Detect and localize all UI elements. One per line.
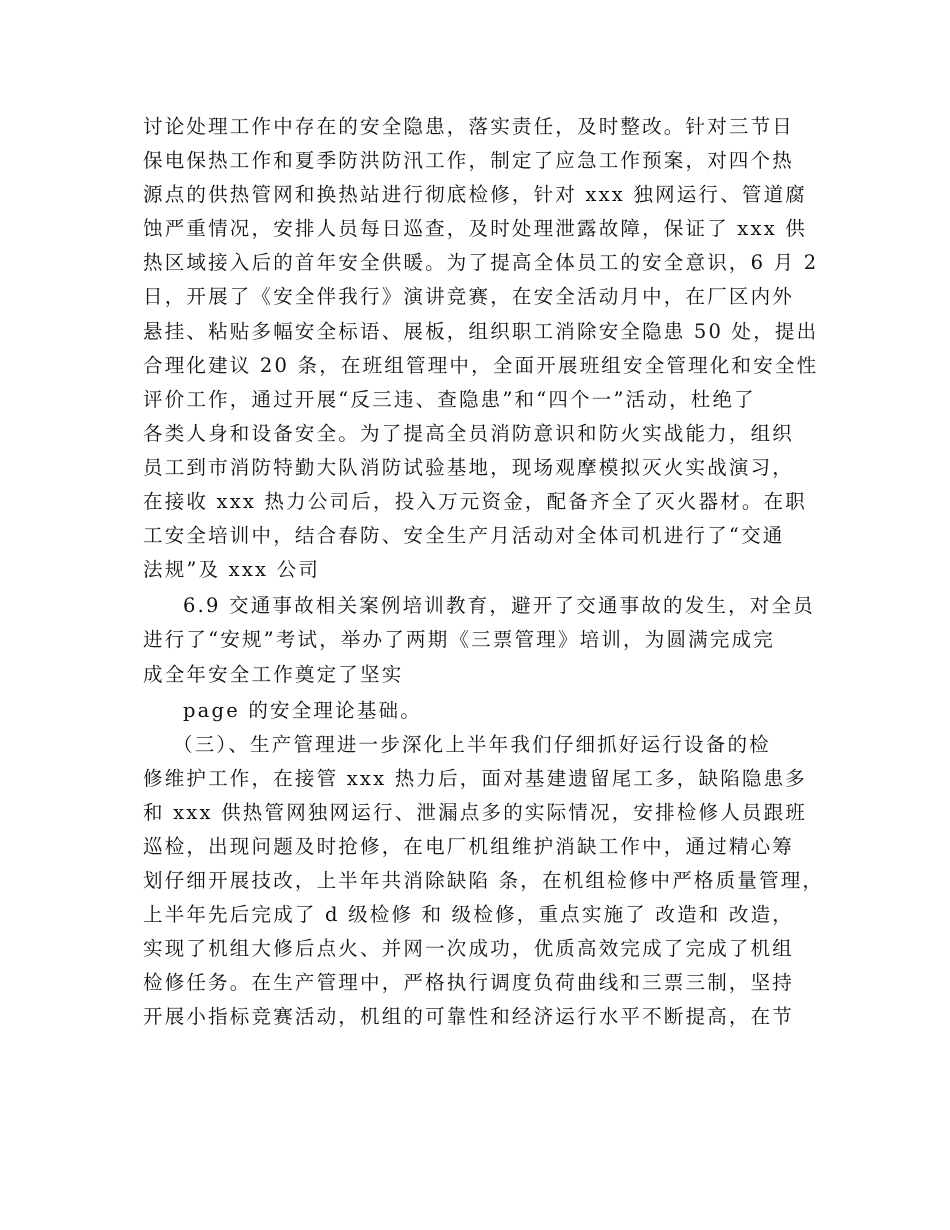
paragraph-line: 划仔细开展技改，上半年共消除缺陷 条，在机组检修中严格质量管理，: [143, 869, 825, 893]
paragraph-line: 实现了机组大修后点火、并网一次成功，优质高效完成了完成了机组: [143, 937, 795, 961]
paragraph-line: 各类人身和设备安全。为了提高全员消防意识和防火实战能力，组织: [143, 421, 795, 445]
paragraph-line: 评价工作，通过开展“反三违、查隐患”和“四个一”活动，杜绝了: [143, 387, 756, 411]
paragraph-line: 6.9 交通事故相关案例培训教育，避开了交通事故的发生，对全员: [183, 594, 815, 618]
paragraph-line: 热区域接入后的首年安全供暖。为了提高全体员工的安全意识，6 月 2: [143, 251, 819, 275]
paragraph-line: 悬挂、粘贴多幅安全标语、展板，组织职工消除安全隐患 50 处，提出: [143, 319, 819, 343]
paragraph-line: 进行了“安规”考试，举办了两期《三票管理》培训，为圆满完成完: [143, 628, 775, 652]
paragraph-line: 保电保热工作和夏季防洪防汛工作，制定了应急工作预案，对四个热: [143, 149, 795, 173]
paragraph-line: 蚀严重情况，安排人员每日巡查，及时处理泄露故障，保证了 xxx 供: [143, 217, 807, 241]
section-heading-line: （三）、生产管理进一步深化上半年我们仔细抓好运行设备的检: [173, 732, 771, 756]
paragraph-line: 日，开展了《安全伴我行》演讲竞赛，在安全活动月中，在厂区内外: [143, 285, 795, 309]
paragraph-line: page 的安全理论基础。: [183, 698, 422, 722]
paragraph-line: 修维护工作，在接管 xxx 热力后，面对基建遗留尾工多，缺陷隐患多: [143, 766, 807, 790]
paragraph-line: 和 xxx 供热管网独网运行、泄漏点多的实际情况，安排检修人员跟班: [143, 800, 807, 824]
paragraph-line: 工安全培训中，结合春防、安全生产月活动对全体司机进行了“交通: [143, 524, 785, 548]
paragraph-line: 开展小指标竞赛活动，机组的可靠性和经济运行水平不断提高，在节: [143, 1005, 795, 1029]
paragraph-line: 成全年安全工作奠定了坚实: [143, 662, 404, 686]
paragraph-line: 合理化建议 20 条，在班组管理中，全面开展班组安全管理化和安全性: [143, 353, 819, 377]
paragraph-line: 法规”及 xxx 公司: [143, 558, 321, 582]
paragraph-line: 源点的供热管网和换热站进行彻底检修，针对 xxx 独网运行、管道腐: [143, 183, 807, 207]
body-text: [143, 110, 823, 1035]
paragraph-line: 讨论处理工作中存在的安全隐患，落实责任，及时整改。针对三节日: [143, 115, 795, 138]
paragraph-line: 巡检，出现问题及时抢修，在电厂机组维护消缺工作中，通过精心筹: [143, 834, 795, 858]
paragraph-line: 员工到市消防特勤大队消防试验基地，现场观摩模拟灭火实战演习，: [143, 455, 795, 479]
paragraph-line: 上半年先后完成了 d 级检修 和 级检修，重点实施了 改造和 改造，: [143, 903, 794, 927]
paragraph-line: 在接收 xxx 热力公司后，投入万元资金，配备齐全了灭火器材。在职: [143, 490, 807, 514]
paragraph-line: 检修任务。在生产管理中，严格执行调度负荷曲线和三票三制，坚持: [143, 971, 795, 995]
